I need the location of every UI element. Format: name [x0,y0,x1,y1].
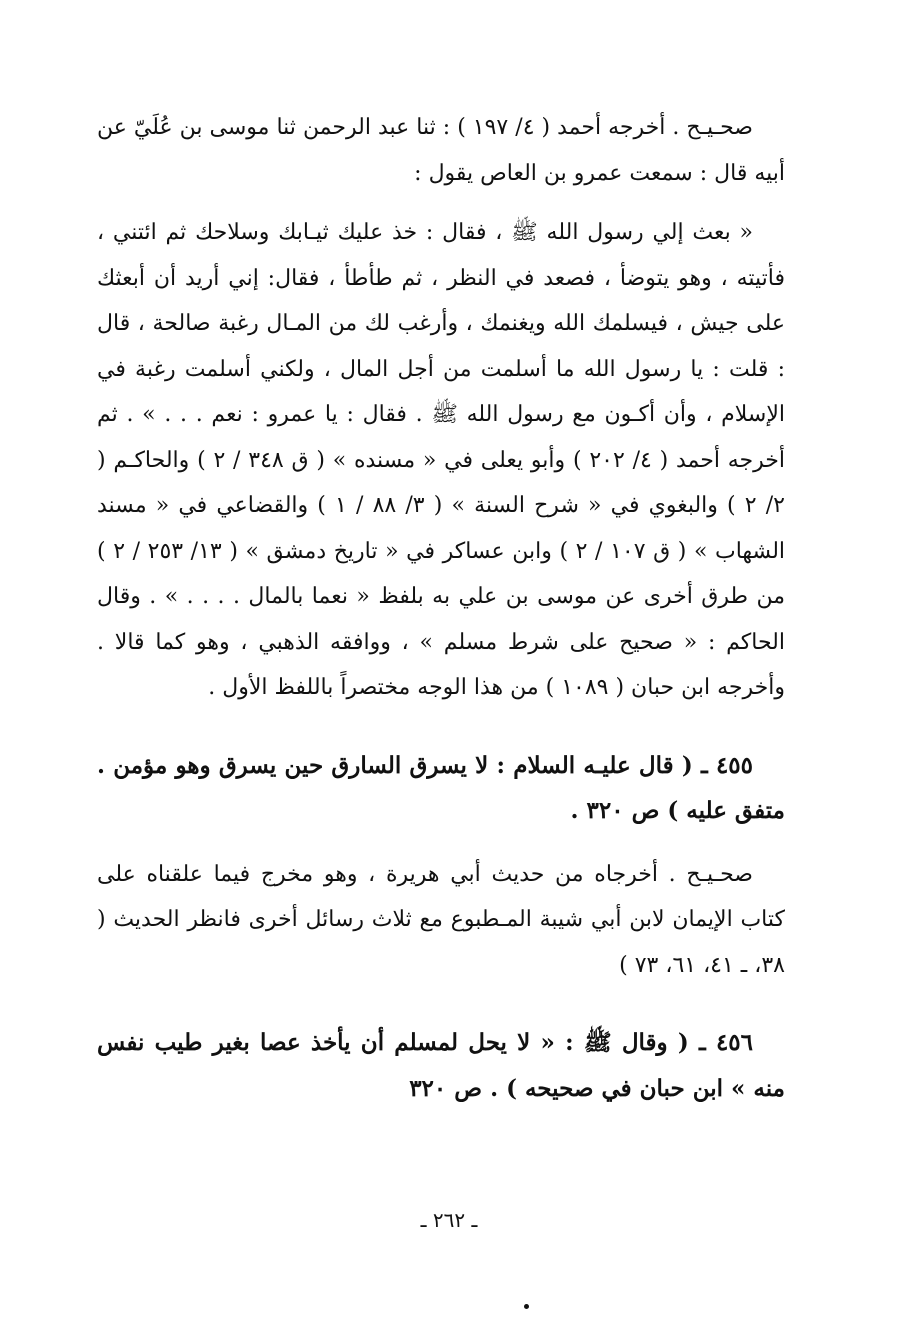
entry-455-heading: ٤٥٥ ـ ( قال عليـه السلام : لا يسرق السارق حين يسرق وهو مؤمن . متفق عليه ) ص ٣٢٠ . [97,751,785,824]
entry-456-heading: ٤٥٦ ـ ( وقال ﷺ : « لا يحل لمسلم أن يأخذ عصا بغير طيب نفس منه » ابن حبان في صحيحه ) . ص ٣٢٠ [97,1029,785,1102]
hadith-text-paragraph: « بعث إلي رسول الله ﷺ ، فقال : خذ عليك ثيـابك وسلاحك ثم ائتني ، فأتيته ، وهو يتوضأ ، فصعد في النظر ، ثم طأطأ ، فقال: إني أريد أن أبعثك على جيش ، فيسلمك الله ويغنمك ، وأرغب لك من المـال رغبة صالحة ، قال : قلت : يا رسول الله ما أسلمت من أجل المال ، ولكني أسلمت رغبة في الإسلام ، وأن أكـون مع رسول الله ﷺ . فقال : يا عمرو : نعم . . . » . ثم أخرجه أحمد ( ٤/ ٢٠٢ ) وأبو يعلى في « مسنده » ( ق ٣٤٨ / ٢ ) والحاكـم ( ٢/ ٢ ) والبغوي في « شرح السنة » ( ٣/ ٨٨ / ١ ) والقضاعي في « مسند الشهاب » ( ق ١٠٧ / ٢ ) وابن عساكر في « تاريخ دمشق » ( ١٣/ ٢٥٣ / ٢ ) من طرق أخرى عن موسى بن علي به بلفظ « نعما بالمال . . . . » . وقال الحاكم : « صحيح على شرط مسلم » ، ووافقه الذهبي ، وهو كما قالا . وأخرجه ابن حبان ( ١٠٨٩ ) من هذا الوجه مختصراً باللفظ الأول . [97,220,786,700]
page-number: ـ ٢٦٢ ـ [420,1208,478,1232]
page-body [97,105,785,1111]
source-intro-paragraph: صحـيـح . أخرجه أحمد ( ٤/ ١٩٧ ) : ثنا عبد الرحمن ثنا موسى بن عُلَيّ عن أبيه قال : سمعت عمرو بن العاص يقول : [97,115,785,186]
entry-455-commentary: صحـيـح . أخرجاه من حديث أبي هريرة ، وهو مخرج فيما علقناه على كتاب الإيمان لابن أبي شيبة المـطبوع مع ثلاث رسائل أخرى فانظر الحديث ( ٣٨، ـ ٤١، ٦١، ٧٣ ) [97,861,785,978]
stray-mark [524,1304,529,1309]
